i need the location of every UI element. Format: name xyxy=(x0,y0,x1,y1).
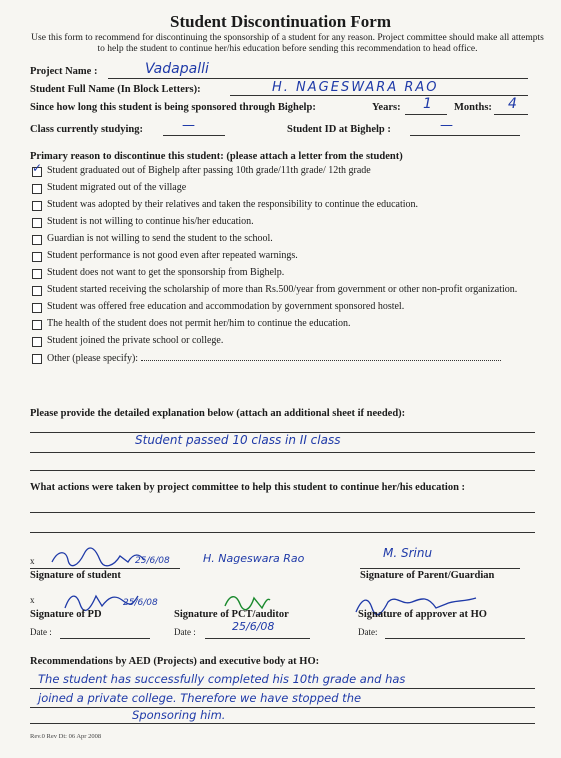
months-field[interactable]: 4 xyxy=(508,96,517,112)
student-sig-name: H. Nageswara Rao xyxy=(203,552,305,565)
reason-list xyxy=(32,165,547,370)
actions-label: What actions were taken by project committee to help this student to continue her/his education : xyxy=(30,482,466,493)
years-line xyxy=(405,114,447,115)
class-label: Class currently studying: xyxy=(30,124,143,135)
recommendation-line-1-text[interactable]: The student has successfully completed his 10th grade and has xyxy=(38,672,406,686)
pct-date-label: Date : xyxy=(174,627,196,637)
student-name-field[interactable]: H. NAGESWARA RAO xyxy=(272,80,439,95)
reason-item-health[interactable]: The health of the student does not permit her/him to continue the education. xyxy=(32,318,547,330)
student-sig-date: 25/6/08 xyxy=(135,556,170,566)
reason-item-not-willing[interactable]: Student is not willing to continue his/her education. xyxy=(32,216,547,228)
reason-checkbox[interactable] xyxy=(32,252,42,262)
form-intro: Use this form to recommend for discontinuing the sponsorship of a student for any reason. Project committee should make all attempts to help the student to continue her/his education before sending this recommendation to head office. xyxy=(31,33,544,54)
ho-date-label: Date: xyxy=(358,627,378,637)
recommendation-line-3-text[interactable]: Sponsoring him. xyxy=(132,708,226,722)
pd-date-line xyxy=(60,638,150,639)
student-signature-icon xyxy=(48,546,198,570)
revision-footer: Rev.0 Rev Dt: 06 Apr 2008 xyxy=(30,733,102,740)
reason-checkbox[interactable] xyxy=(32,269,42,279)
recommendations-label: Recommendations by AED (Projects) and executive body at HO: xyxy=(30,656,320,667)
reason-item-private-school[interactable]: Student joined the private school or college. xyxy=(32,335,547,347)
student-name-line xyxy=(230,95,528,96)
reason-item-adopted[interactable]: Student was adopted by their relatives and taken the responsibility to continue the education. xyxy=(32,199,547,211)
reason-checkbox[interactable] xyxy=(32,303,42,313)
reason-item-migrated[interactable]: Student migrated out of the village xyxy=(32,182,547,194)
form-title: Student Discontinuation Form xyxy=(169,12,392,31)
project-name-line xyxy=(108,78,528,79)
reason-checkbox[interactable] xyxy=(32,337,42,347)
actions-line-1 xyxy=(30,512,535,513)
years-label: Years: xyxy=(372,102,401,113)
project-name-label: Project Name : xyxy=(30,66,98,77)
pd-date-inline: 25/6/08 xyxy=(123,598,158,608)
reason-item-scholarship[interactable]: Student started receiving the scholarship of more than Rs.500/year from government or other non-profit organization. xyxy=(32,284,547,296)
explanation-field[interactable]: Student passed 10 class in II class xyxy=(135,433,341,447)
class-line xyxy=(163,135,225,136)
reason-item-graduated[interactable]: ✓ Student graduated out of Bighelp after passing 10th grade/11th grade/ 12th grade xyxy=(32,165,547,177)
sponsored-duration-label: Since how long this student is being sponsored through Bighelp: xyxy=(30,102,316,113)
reason-item-no-sponsorship[interactable]: Student does not want to get the sponsorship from Bighelp. xyxy=(32,267,547,279)
pct-date-field[interactable]: 25/6/08 xyxy=(232,620,275,633)
student-sig-line xyxy=(30,568,180,569)
reason-checkbox[interactable] xyxy=(32,167,42,177)
signature-student-label: Signature of student xyxy=(30,570,121,581)
reason-checkbox[interactable] xyxy=(32,320,42,330)
recommendation-line-2-text[interactable]: joined a private college. Therefore we have stopped the xyxy=(38,691,362,705)
pd-date-label: Date : xyxy=(30,627,52,637)
class-field[interactable]: — xyxy=(182,118,195,133)
student-name-label: Student Full Name (In Block Letters): xyxy=(30,84,201,95)
recommendation-line-2 xyxy=(30,707,535,708)
reason-item-guardian[interactable]: Guardian is not willing to send the student to the school. xyxy=(32,233,547,245)
primary-reason-heading: Primary reason to discontinue this student: (please attach a letter from the student) xyxy=(30,151,403,162)
reason-checkbox[interactable] xyxy=(32,218,42,228)
signature-ho-label: Signature of approver at HO xyxy=(358,609,487,620)
reason-item-performance[interactable]: Student performance is not good even after repeated warnings. xyxy=(32,250,547,262)
student-id-field[interactable]: — xyxy=(440,118,453,133)
explanation-label: Please provide the detailed explanation below (attach an additional sheet if needed): xyxy=(30,408,406,419)
pct-date-line xyxy=(205,638,310,639)
student-id-label: Student ID at Bighelp : xyxy=(287,124,391,135)
other-dotted-line[interactable] xyxy=(141,352,501,361)
student-sign-x: x xyxy=(30,556,35,566)
recommendation-line-3 xyxy=(30,723,535,724)
signature-pct-label: Signature of PCT/auditor xyxy=(174,609,289,620)
actions-line-2 xyxy=(30,532,535,533)
recommendation-line-1 xyxy=(30,688,535,689)
months-label: Months: xyxy=(454,102,492,113)
reason-checkbox[interactable] xyxy=(32,286,42,296)
guardian-sig-name: M. Srinu xyxy=(383,546,433,560)
reason-checkbox[interactable] xyxy=(32,235,42,245)
explanation-line-2 xyxy=(30,452,535,453)
ho-date-line xyxy=(385,638,525,639)
signature-guardian-label: Signature of Parent/Guardian xyxy=(360,570,495,581)
student-id-line xyxy=(410,135,520,136)
reason-item-other[interactable]: Other (please specify): xyxy=(32,352,547,365)
months-line xyxy=(494,114,528,115)
reason-checkbox[interactable] xyxy=(32,354,42,364)
explanation-line-3 xyxy=(30,470,535,471)
guardian-sig-line xyxy=(360,568,520,569)
pd-sign-x: x xyxy=(30,595,35,605)
reason-item-hostel[interactable]: Student was offered free education and accommodation by government sponsored hostel. xyxy=(32,301,547,313)
years-field[interactable]: 1 xyxy=(423,96,432,112)
signature-pd-label: Signature of PD xyxy=(30,609,102,620)
project-name-field[interactable]: Vadapalli xyxy=(145,61,209,77)
reason-checkbox[interactable] xyxy=(32,201,42,211)
reason-checkbox[interactable] xyxy=(32,184,42,194)
